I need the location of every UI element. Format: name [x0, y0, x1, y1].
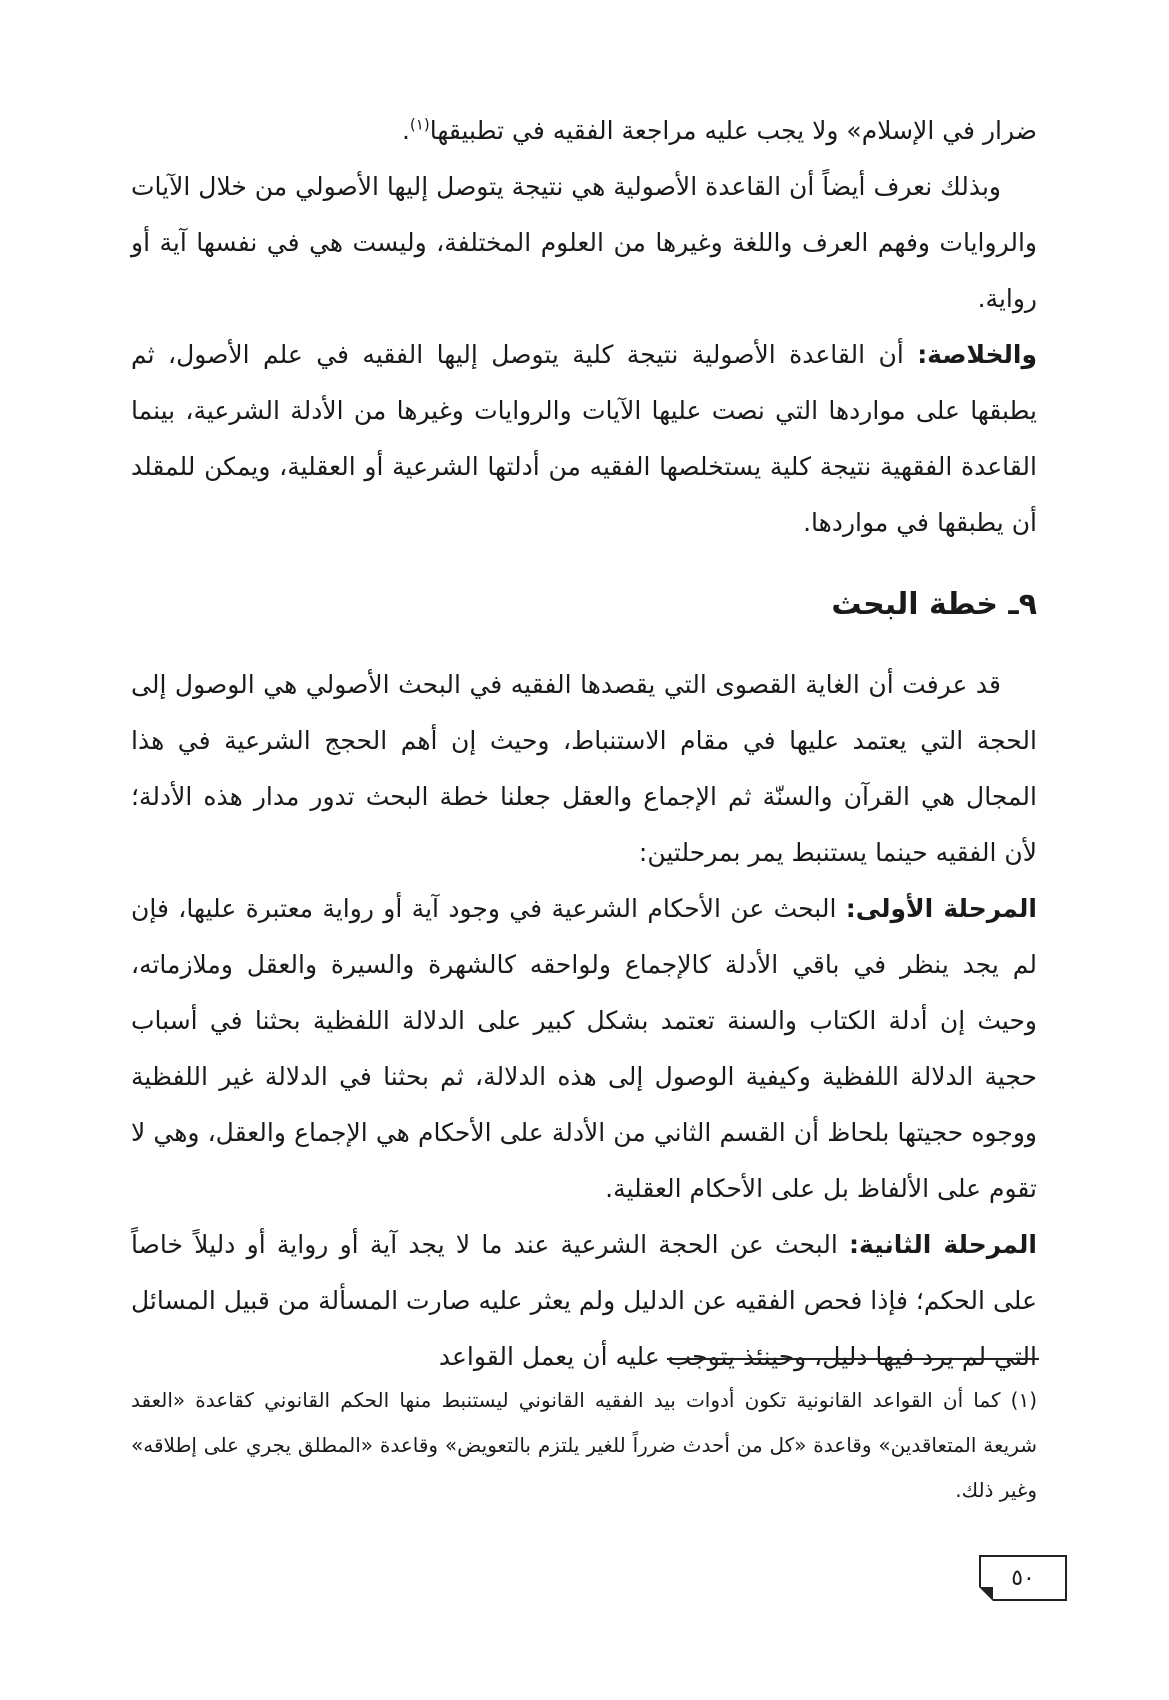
- footnote-reference[interactable]: (١): [409, 115, 430, 134]
- paragraph-1-text: ضرار في الإسلام» ولا يجب عليه مراجعة الفقيه في تطبيقها: [429, 116, 1037, 145]
- paragraph-1: [131, 103, 1037, 159]
- intro-text: قد عرفت أن الغاية القصوى التي يقصدها الفقيه في البحث الأصولي هي الوصول إلى الحجة التي يعتمد عليها في مقام الاستنباط، وحيث إن أهم الحجج الشرعية في هذا المجال هي القرآن والسنّة ثم الإجماع والعقل جعلنا خطة البحث تدور مدار هذه الأدلة؛ لأن الفقيه حينما يستنبط يمر بمرحلتين:: [131, 670, 1037, 867]
- stage-one-text: البحث عن الأحكام الشرعية في وجود آية أو رواية معتبرة عليها، فإن لم يجد ينظر في باقي الأدلة كالإجماع ولواحقه كالشهرة والسيرة والعقل وملازماته، وحيث إن أدلة الكتاب والسنة تعتمد بشكل كبير على الدلالة اللفظية بحثنا في أسباب حجية الدلالة اللفظية وكيفية الوصول إلى هذه الدلالة، ثم بحثنا في الدلالة غير اللفظية ووجوه حجيتها بلحاظ أن القسم الثاني من الأدلة على الأحكام هي الإجماع والعقل، وهي لا تقوم على الألفاظ بل على الأحكام العقلية.: [131, 894, 1037, 1203]
- footnote-area: [131, 1378, 1037, 1513]
- stage-two-lead: المرحلة الثانية:: [849, 1230, 1037, 1259]
- page-number-box: [979, 1555, 1067, 1601]
- page-curl-icon: [979, 1587, 993, 1601]
- paragraph-2-text: وبذلك نعرف أيضاً أن القاعدة الأصولية هي نتيجة يتوصل إليها الأصولي من خلال الآيات والروايات وفهم العرف واللغة وغيرها من العلوم المختلفة، وليست هي في نفسها آية أو رواية.: [131, 172, 1037, 313]
- footnote-divider: [667, 1358, 1039, 1360]
- paragraph-2: [131, 159, 1037, 327]
- main-text-top: [131, 103, 1037, 1385]
- footnote-1: (١) كما أن القواعد القانونية تكون أدوات بيد الفقيه القانوني ليستنبط منها الحكم القانوني كقاعدة «العقد شريعة المتعاقدين» وقاعدة «كل من أحدث ضرراً للغير يلتزم بالتعويض» وقاعدة «المطلق يجري على إطلاقه» وغير ذلك.: [131, 1388, 1037, 1502]
- summary-lead: والخلاصة:: [917, 340, 1037, 369]
- summary-text: أن القاعدة الأصولية نتيجة كلية يتوصل إليها الفقيه في علم الأصول، ثم يطبقها على مواردها التي نصت عليها الآيات والروايات وغيرها من الأدلة الشرعية، بينما القاعدة الفقهية نتيجة كلية يستخلصها الفقيه من أدلتها الشرعية أو العقلية، ويمكن للمقلد أن يطبقها في مواردها.: [131, 340, 1037, 537]
- stage-one-lead: المرحلة الأولى:: [845, 894, 1037, 923]
- stage-two-text: البحث عن الحجة الشرعية عند ما لا يجد آية أو رواية أو دليلاً خاصاً على الحكم؛ فإذا فحص الفقيه عن الدليل ولم يعثر عليه صارت المسألة من قبيل المسائل التي لم يرد فيها دليل، وحينئذ يتوجب عليه أن يعمل القواعد: [131, 1230, 1037, 1371]
- paragraph-intro: [131, 657, 1037, 881]
- section-heading: ٩ـ خطة البحث: [831, 587, 1037, 622]
- page-number: ٥٠: [1011, 1565, 1035, 1591]
- paragraph-1-tail: .: [401, 116, 410, 145]
- paragraph-summary: [131, 327, 1037, 551]
- paragraph-stage-one: [131, 881, 1037, 1217]
